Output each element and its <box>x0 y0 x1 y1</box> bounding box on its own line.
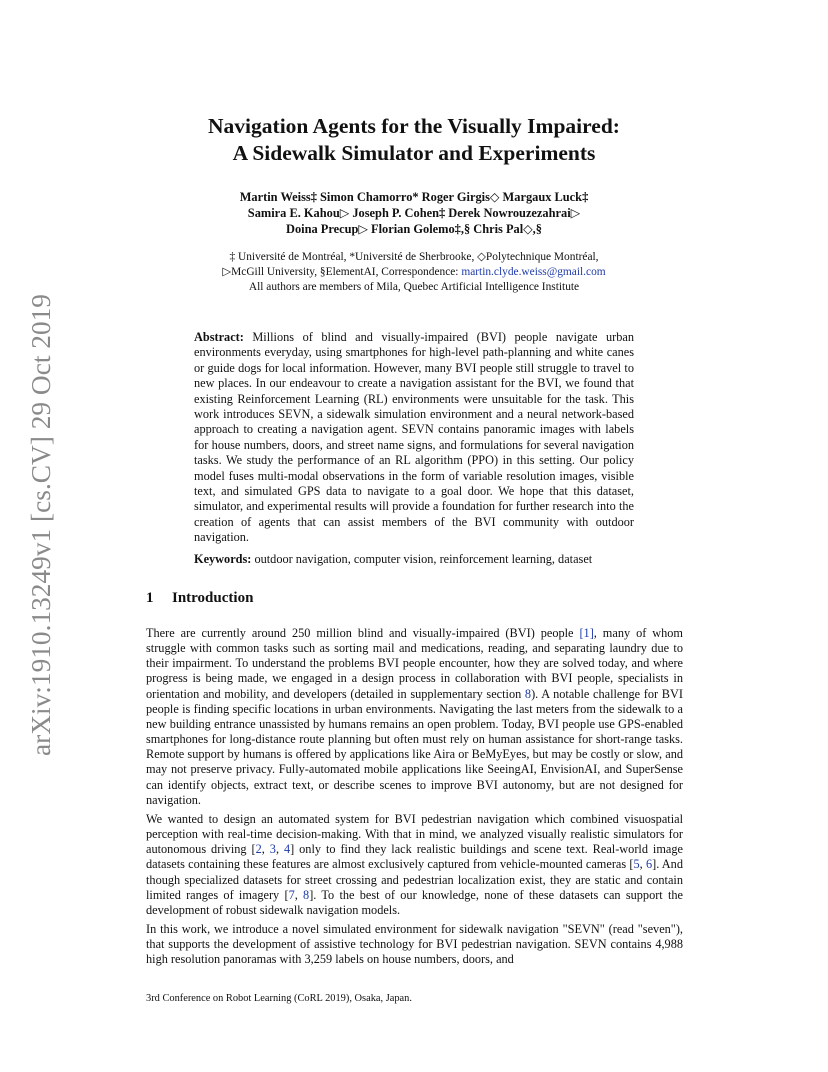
citation-link[interactable]: 7 <box>288 887 295 902</box>
text-run: , <box>294 887 304 902</box>
arxiv-identifier-stamp <box>22 290 62 760</box>
author-list <box>140 189 688 237</box>
keywords <box>194 552 634 567</box>
abstract-text: Millions of blind and visually-impaired (BVI) people navigate urban environments everyday, using smartphones for high-level path-planning and white canes or guide dogs for local information. However, many BVI people still struggle to travel to new places. In our endeavour to create a navigation assistant for the BVI, we found that existing Reinforcement Learning (RL) environments were unsuitable for the task. This work introduces SEVN, a sidewalk simulation environment and a neural network-based approach to creating a navigation agent. SEVN contains panoramic images with labels for house numbers, doors, and street name signs, and formulations for several navigation tasks. We study the performance of an RL algorithm (PPO) in this setting. Our policy model fuses multi-modal observations in the form of variable resolution images, visible text, and simulated GPS data to navigate to a goal door. We hope that this dataset, simulator, and experimental results will provide a foundation for further research into the creation of agents that can assist members of the BVI community with outdoor navigation. <box>194 330 634 545</box>
text-run: , <box>639 857 646 872</box>
correspondence-email-link[interactable]: martin.clyde.weiss@gmail.com <box>461 266 606 278</box>
title-line-2: A Sidewalk Simulator and Experiments <box>232 141 596 165</box>
text-run: In this work, we introduce a novel simulated environment for sidewalk navigation "SEVN" (read "seven"), that supports the development of assistive technology for BVI pedestrian navigation. SEVN contains 4,988 high resolution panoramas with 3,259 labels on house numbers, doors, and <box>146 922 683 967</box>
text-run: ]. And though specialized datasets for street crossing and pedestrian localization exist, they are static and contain limited ranges of imagery [ <box>146 857 683 902</box>
citation-link[interactable]: 4 <box>283 842 291 857</box>
citation-link[interactable]: 2 <box>255 842 262 857</box>
intro-paragraph-2 <box>146 812 683 918</box>
text-run: There are currently around 250 million blind and visually-impaired (BVI) people <box>146 626 580 640</box>
conference-footnote: 3rd Conference on Robot Learning (CoRL 2019), Osaka, Japan. <box>146 993 412 1004</box>
author-line-3: Doina Precup▷ Florian Golemo‡,§ Chris Pal◇,§ <box>286 222 542 236</box>
affiliation-line-3: All authors are members of Mila, Quebec Artificial Intelligence Institute <box>248 281 580 293</box>
section-number: 1 <box>146 590 154 606</box>
arxiv-stamp-text: arXiv:1910.13249v1 [cs.CV] 29 Oct 2019 <box>26 300 56 756</box>
affiliation-line-1: ‡ Université de Montréal, *Université de Sherbrooke, ◇Polytechnique Montréal, <box>229 251 599 263</box>
citation-link[interactable]: [1] <box>579 626 594 640</box>
text-run: We wanted to design an automated system for BVI pedestrian navigation which combined visuospatial perception with real-time decision-making. With that in mind, we analyzed visually realistic simulators for autonomous driving [ <box>146 812 683 857</box>
keywords-text: outdoor navigation, computer vision, reinforcement learning, dataset <box>254 552 593 566</box>
text-run: ). A notable challenge for BVI people is finding specific locations in urban environments. Navigating the last meters from the sidewalk to a new building entrance unassisted by humans remains an open problem. Today, BVI people use GPS-enabled smartphones for long-distance route planning but often must rely on human assistance for short-range tasks. Remote support by humans is offered by applications like Aira or BeMyEyes, but may be costly or slow, and may not preserve privacy. Fully-automated mobile applications like SeeingAI, EnvisionAI, and SuperSense can identify objects, extract text, or describe scenes to improve BVI autonomy, but are not designed for navigation. <box>146 686 683 807</box>
text-run: ] only to find they lack realistic buildings and scene text. Real-world image datasets containing these features are almost exclusively captured from vehicle-mounted cameras [ <box>146 842 683 872</box>
section-reference-link[interactable]: 8 <box>524 686 532 701</box>
abstract <box>194 330 634 546</box>
section-heading-introduction <box>146 590 253 607</box>
affiliation-line-2 <box>120 265 708 280</box>
section-title: Introduction <box>172 590 254 606</box>
text-run: , many of whom struggle with common tasks such as sorting mail and medications, reading, and separating laundry due to their impairment. To understand the problems BVI people encounter, how they are solved today, and where progress is being made, we engaged in a design process in collaboration with BVI people, specialists in orientation and mobility, and developers (detailed in supplementary section <box>146 626 683 701</box>
author-line-2: Samira E. Kahou▷ Joseph P. Cohen‡ Derek Nowrouzezahrai▷ <box>247 206 581 220</box>
text-run: , <box>275 842 284 857</box>
paper-title <box>120 113 708 167</box>
citation-link[interactable]: 6 <box>645 857 653 872</box>
text-run: ]. To the best of our knowledge, none of these datasets can support the development of robust sidewalk navigation models. <box>146 887 683 917</box>
affiliations <box>120 250 708 295</box>
citation-link[interactable]: 3 <box>269 842 276 857</box>
title-line-1: Navigation Agents for the Visually Impaired: <box>208 114 620 138</box>
author-line-1: Martin Weiss‡ Simon Chamorro* Roger Girgis◇ Margaux Luck‡ <box>239 190 589 204</box>
keywords-label: Keywords: <box>194 552 252 566</box>
text-run: , <box>261 842 270 857</box>
affiliation-line-2-prefix: ▷McGill University, §ElementAI, Correspondence: <box>222 266 462 278</box>
citation-link[interactable]: 5 <box>633 857 640 872</box>
citation-link[interactable]: 8 <box>303 887 310 902</box>
abstract-label: Abstract: <box>194 330 244 344</box>
intro-paragraph-1 <box>146 626 683 808</box>
intro-paragraph-3 <box>146 922 683 967</box>
